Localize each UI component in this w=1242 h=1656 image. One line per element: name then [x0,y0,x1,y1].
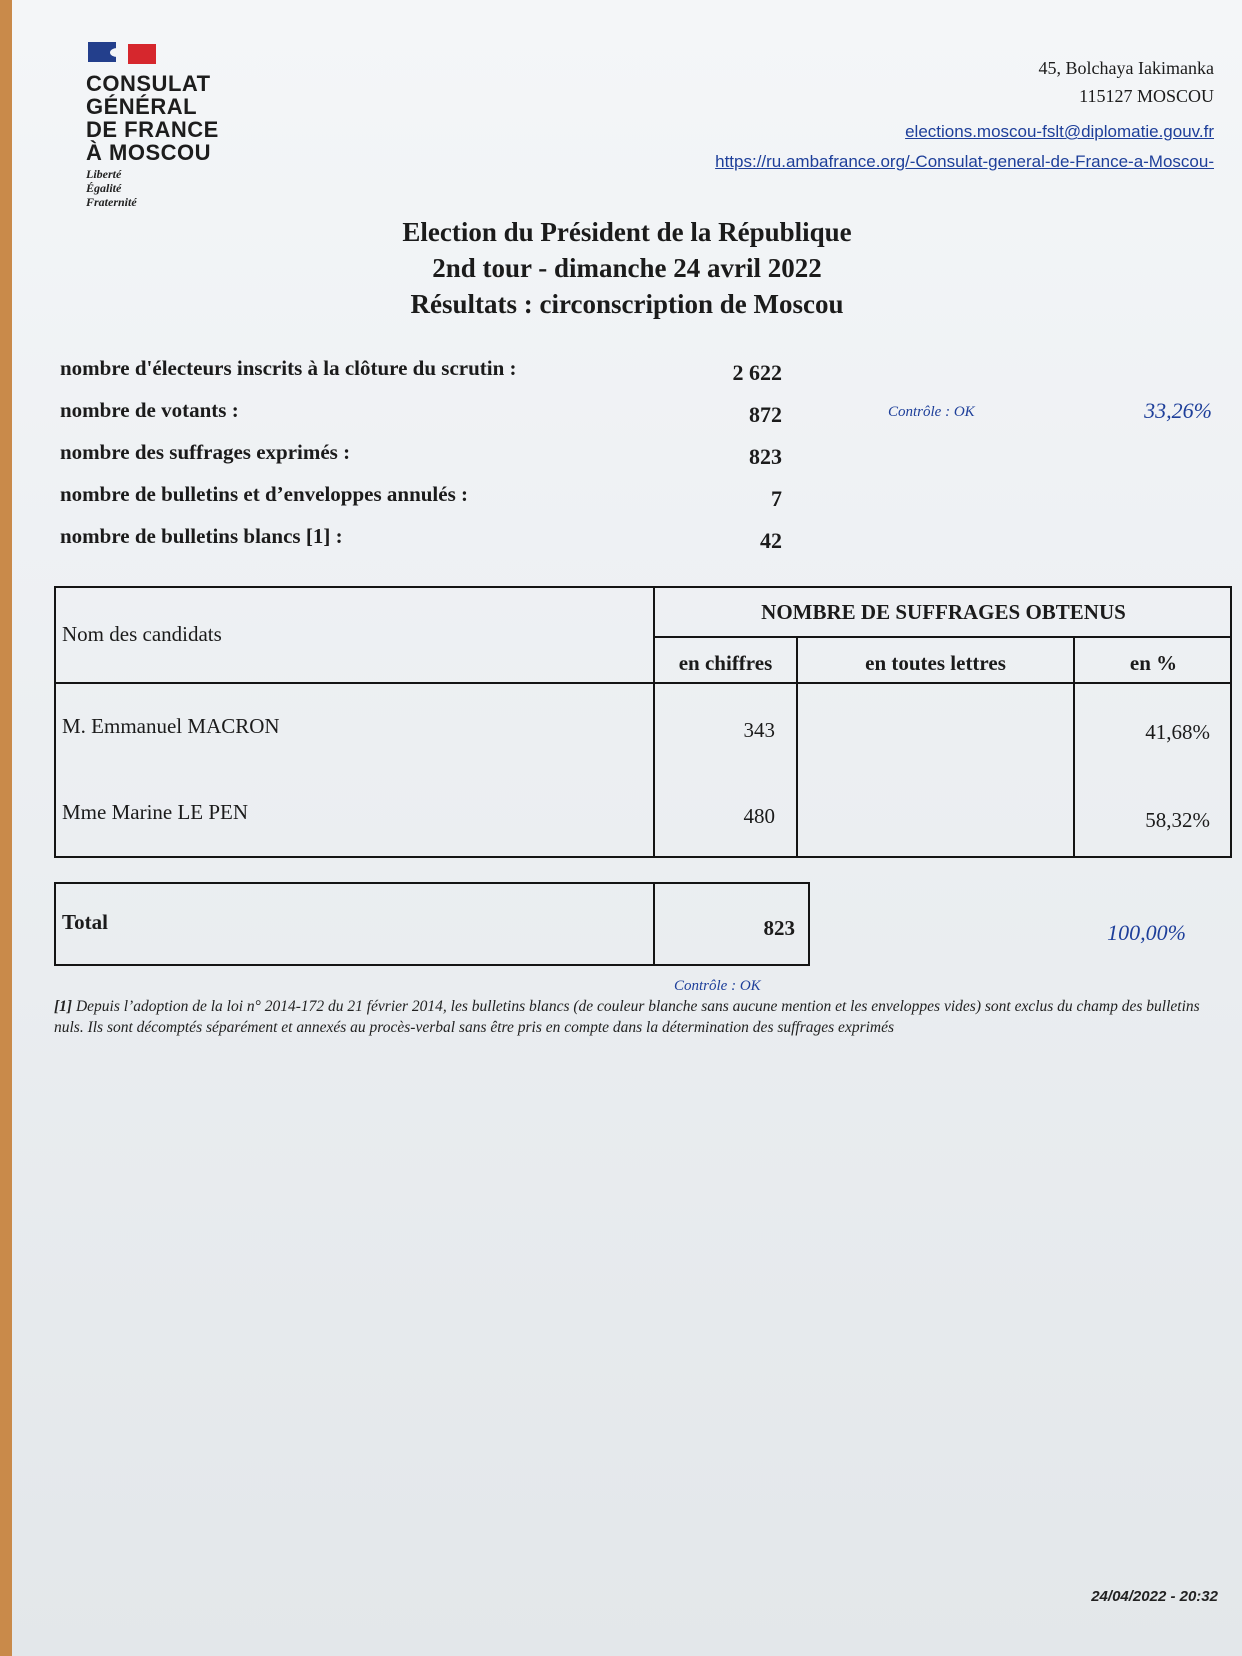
document-sheet [12,0,1242,1656]
marianne-flag-icon [88,42,158,64]
candidate-percent-macron: 41,68% [1145,720,1210,744]
document-title: Election du Président de la République [402,217,852,247]
turnout-percent: 33,26% [1144,398,1212,423]
candidate-votes-macron: 343 [743,718,775,742]
stat-value-blancs: 42 [760,528,782,553]
republic-motto: Liberté Égalité Fraternité [86,167,137,209]
total-label: Total [62,910,108,934]
total-value: 823 [763,916,795,940]
candidate-name-lepen: Mme Marine LE PEN [62,800,249,824]
col-header-percent: en % [1129,651,1178,675]
address-city: 115127 MOSCOU [1079,86,1214,106]
stat-value-annules: 7 [771,486,782,511]
candidate-percent-lepen: 58,32% [1145,808,1210,832]
footnote-text: Depuis l’adoption de la loi n° 2014-172 du 21 février 2014, les bulletins blancs (de couleur blanche sans aucune mention et les enveloppes vides) sont exclus du champ des bulletins nuls. Ils sont décomptés séparément et annexés au procès-verbal sans être pris en compte dans la détermination des suffrages exprimés [54,998,1200,1036]
stat-value-inscrits: 2 622 [732,360,782,385]
stat-value-exprimes: 823 [749,444,782,469]
col-header-candidates: Nom des candidats [62,622,222,646]
stat-value-votants: 872 [749,402,782,427]
turnout-controle: Contrôle : OK [888,404,975,420]
candidate-votes-lepen: 480 [743,804,775,828]
stat-label-annules: nombre de bulletins et d’enveloppes annulés : [60,482,468,506]
total-controle: Contrôle : OK [674,978,761,994]
total-percent: 100,00% [1107,920,1186,945]
footnote [54,996,1224,1038]
consulate-logo-text: CONSULAT GÉNÉRAL DE FRANCE À MOSCOU [86,71,219,165]
stat-label-votants: nombre de votants : [60,398,239,422]
stat-label-inscrits: nombre d'électeurs inscrits à la clôture du scrutin : [60,356,517,380]
col-header-lettres: en toutes lettres [865,651,1006,675]
stat-label-blancs: nombre de bulletins blancs [1] : [60,524,343,548]
group-header-suffrages: NOMBRE DE SUFFRAGES OBTENUS [761,600,1126,624]
document-section-title: Résultats : circonscription de Moscou [410,289,844,319]
email-link[interactable]: elections.moscou-fslt@diplomatie.gouv.fr [905,122,1214,141]
document-subtitle: 2nd tour - dimanche 24 avril 2022 [432,253,822,283]
print-timestamp: 24/04/2022 - 20:32 [1091,1588,1218,1605]
stat-label-exprimes: nombre des suffrages exprimés : [60,440,351,464]
candidate-name-macron: M. Emmanuel MACRON [62,714,280,738]
col-header-chiffres: en chiffres [678,651,773,675]
website-link[interactable]: https://ru.ambafrance.org/-Consulat-general-de-France-a-Moscou- [715,152,1214,171]
footnote-marker: [1] [54,998,73,1015]
address-street: 45, Bolchaya Iakimanka [1038,58,1214,78]
